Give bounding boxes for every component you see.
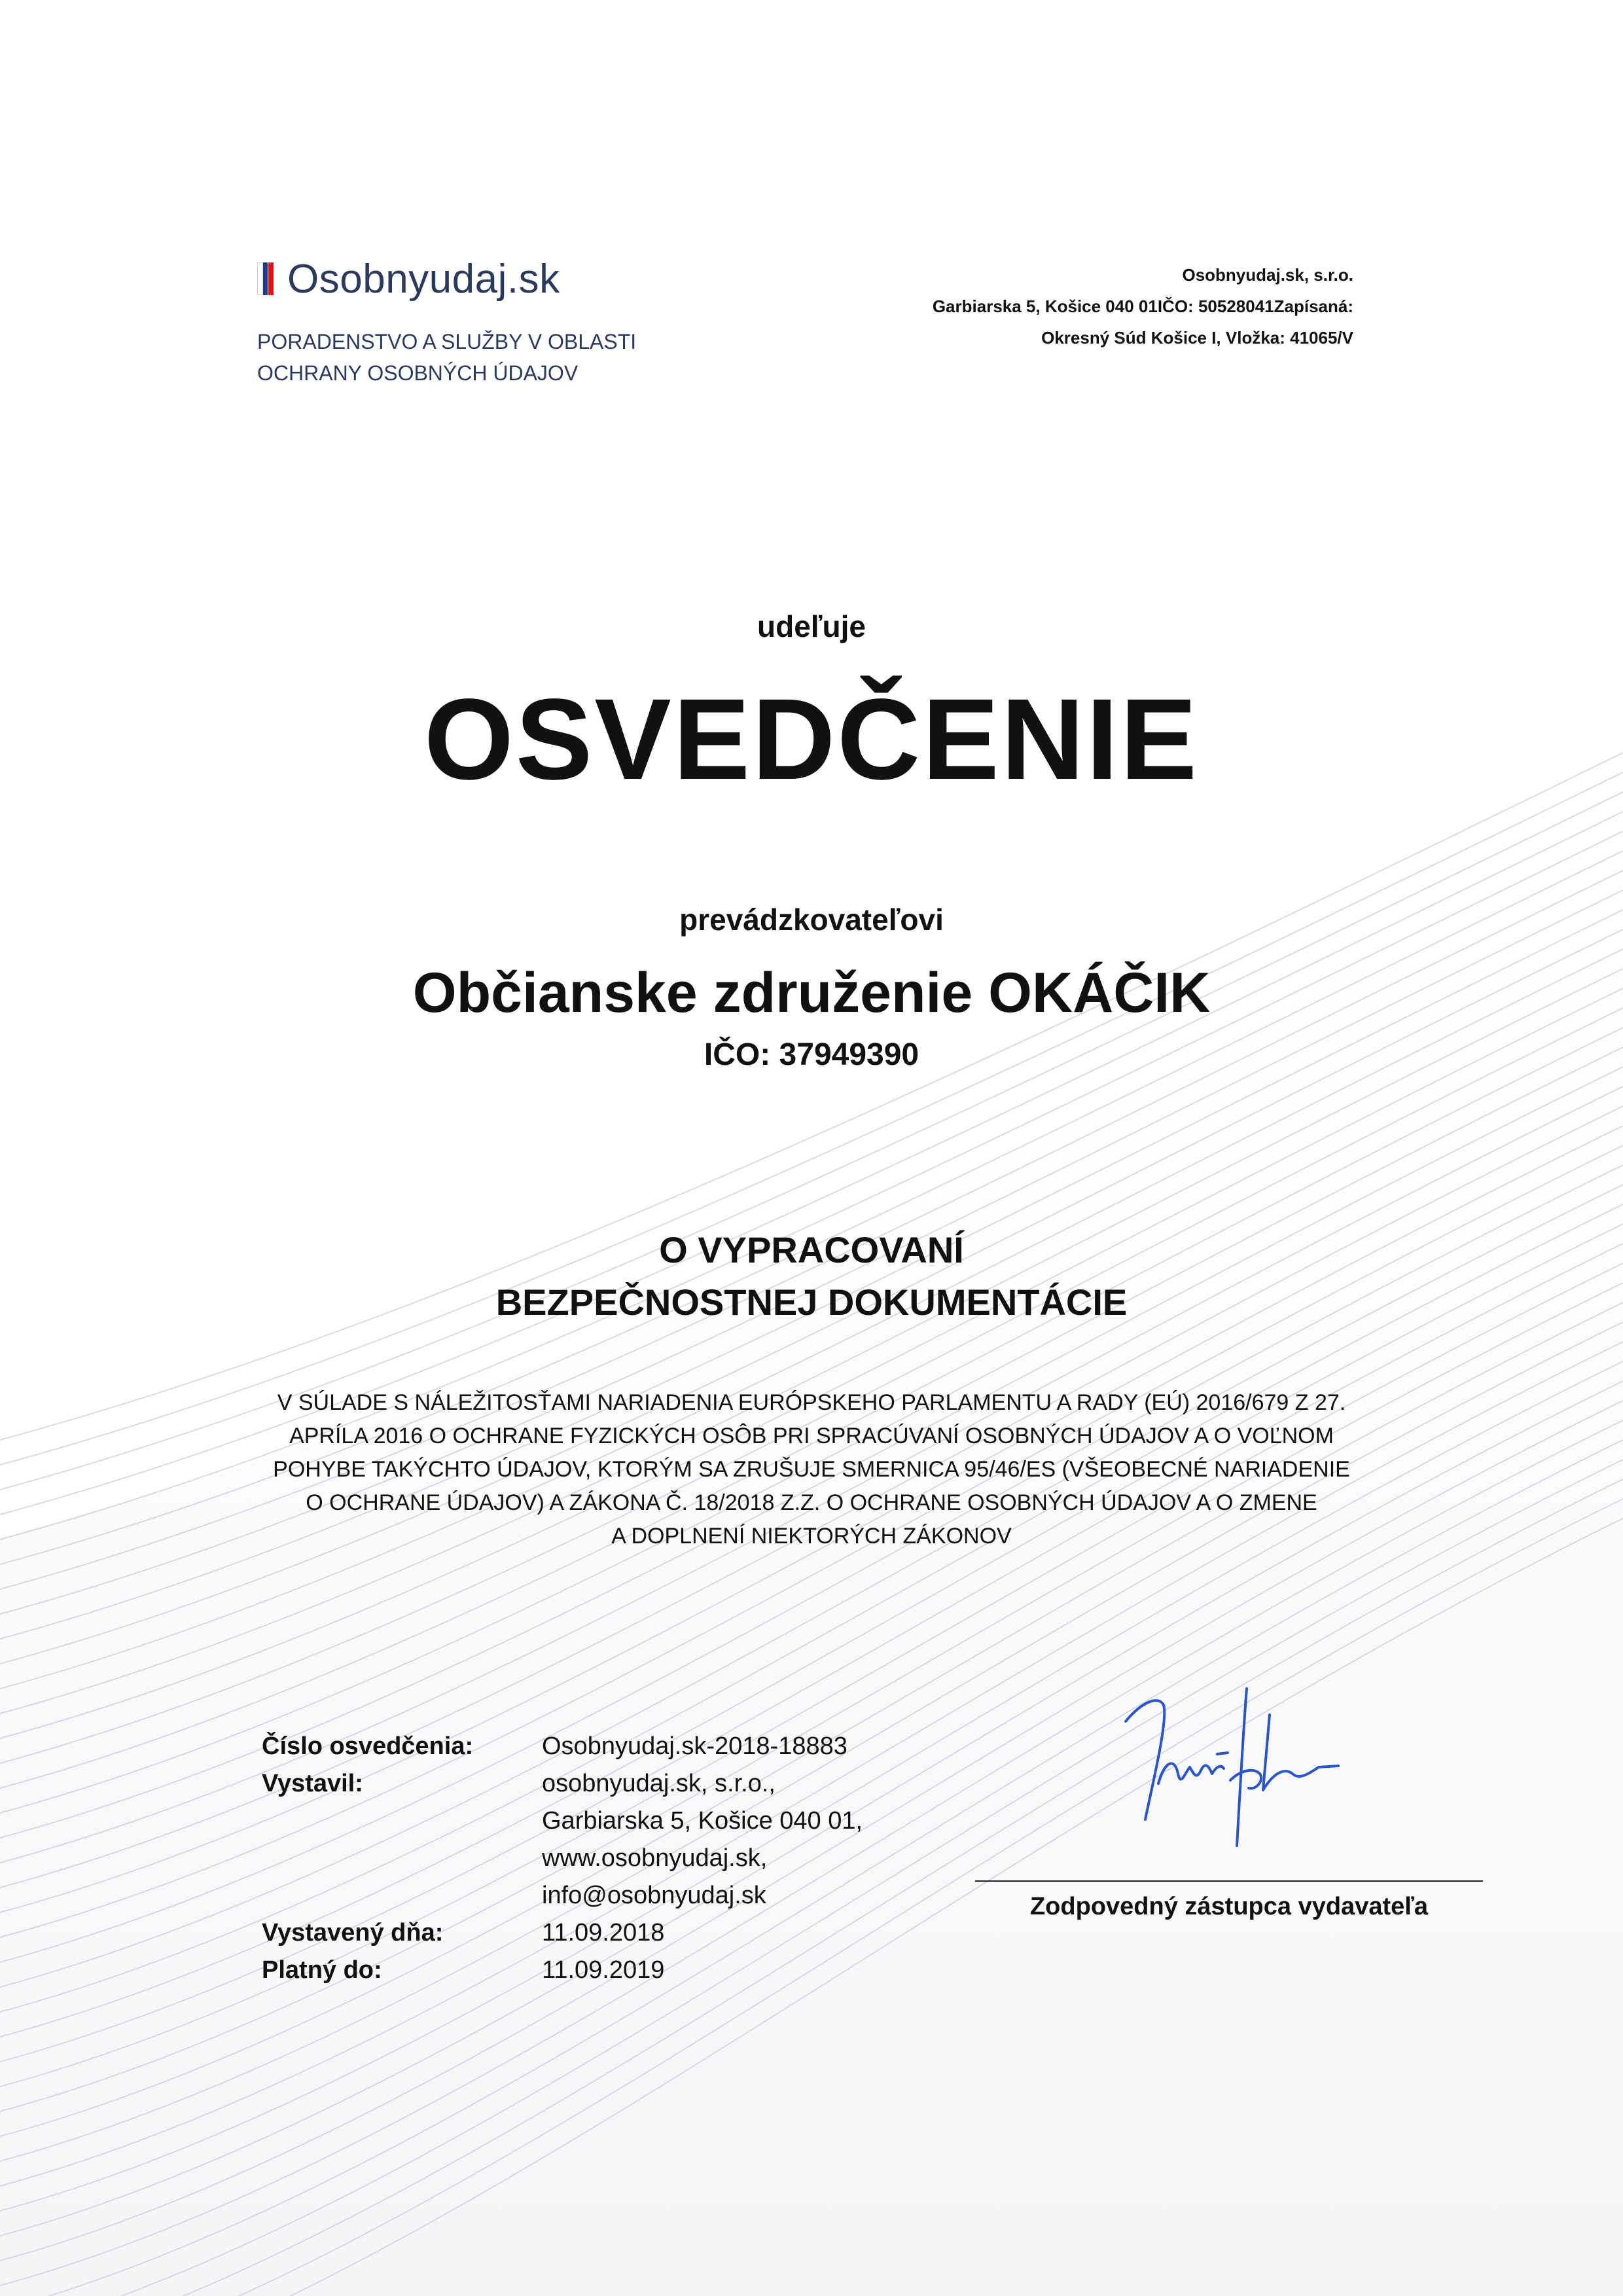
signature-line [975, 1880, 1483, 1882]
legal-line: APRÍLA 2016 O OCHRANE FYZICKÝCH OSÔB PRI SPRACÚVANÍ OSOBNÝCH ÚDAJOV A O VOĽNOM [289, 1424, 1334, 1448]
legal-line: O OCHRANE ÚDAJOV) A ZÁKONA Č. 18/2018 Z.Z. O OCHRANE OSOBNÝCH ÚDAJOV A O ZMENE [306, 1490, 1317, 1515]
detail-row-issuer [262, 1765, 863, 1914]
detail-row-valid [262, 1952, 863, 1989]
company-header [764, 259, 1353, 353]
legal-line: V SÚLADE S NÁLEŽITOSŤAMI NARIADENIA EURÓPSKEHO PARLAMENTU A RADY (EÚ) 2016/679 Z 27. [277, 1390, 1346, 1415]
certificate-title: OSVEDČENIE [423, 675, 1200, 804]
signature-label: Zodpovedný zástupca vydavateľa [1029, 1893, 1429, 1920]
signature-image [1113, 1676, 1348, 1859]
detail-label: Vystavil: [262, 1770, 363, 1797]
logo-name: Osobnyudaj.sk [287, 256, 560, 302]
logo-tagline [257, 326, 676, 389]
subject-line: BEZPEČNOSTNEJ DOKUMENTÁCIE [495, 1282, 1128, 1323]
company-name: Osobnyudaj.sk, s.r.o. [1182, 265, 1353, 285]
detail-row-issued [262, 1914, 863, 1952]
logo-tagline-line: OCHRANY OSOBNÝCH ÚDAJOV [257, 361, 579, 385]
detail-value [542, 1765, 863, 1914]
detail-label: Platný do: [262, 1956, 382, 1984]
issuer-line: Garbiarska 5, Košice 040 01, [542, 1807, 863, 1835]
issuer-line: osobnyudaj.sk, s.r.o., [542, 1770, 776, 1797]
organization-ico: IČO: 37949390 [704, 1037, 919, 1072]
detail-row-number [262, 1728, 863, 1765]
legal-line: POHYBE TAKÝCHTO ÚDAJOV, KTORÝM SA ZRUŠUJE SMERNICA 95/46/ES (VŠEOBECNÉ NARIADENIE [273, 1457, 1350, 1482]
subject-line: O VYPRACOVANÍ [659, 1229, 964, 1270]
flag-stripe-red [268, 262, 274, 295]
legal-line: A DOPLNENÍ NIEKTORÝCH ZÁKONOV [611, 1524, 1012, 1549]
detail-value: 11.09.2019 [542, 1956, 665, 1984]
detail-value: 11.09.2018 [542, 1919, 665, 1946]
issuer-line: www.osobnyudaj.sk, [542, 1844, 768, 1872]
company-address: Garbiarska 5, Košice 040 01IČO: 50528041Zapísaná: [932, 296, 1353, 316]
flag-stripe-blue [263, 262, 268, 295]
flag-stripe-white [257, 262, 262, 295]
company-registration: Okresný Súd Košice I, Vložka: 41065/V [1041, 328, 1353, 348]
grants-text: udeľuje [757, 609, 866, 643]
flag-icon [257, 262, 274, 295]
detail-value: Osobnyudaj.sk-2018-18883 [542, 1732, 847, 1760]
certificate-subject [0, 1224, 1623, 1329]
certificate-details [262, 1728, 863, 1989]
organization-name: Občianske združenie OKÁČIK [412, 961, 1211, 1024]
detail-label: Číslo osvedčenia: [262, 1732, 474, 1760]
logo-tagline-line: PORADENSTVO A SLUŽBY V OBLASTI [257, 330, 637, 353]
detail-label: Vystavený dňa: [262, 1919, 444, 1946]
issuer-line: info@osobnyudaj.sk [542, 1882, 766, 1909]
logo [257, 255, 676, 389]
recipient-intro: prevádzkovateľovi [679, 903, 944, 937]
legal-basis [0, 1386, 1623, 1553]
